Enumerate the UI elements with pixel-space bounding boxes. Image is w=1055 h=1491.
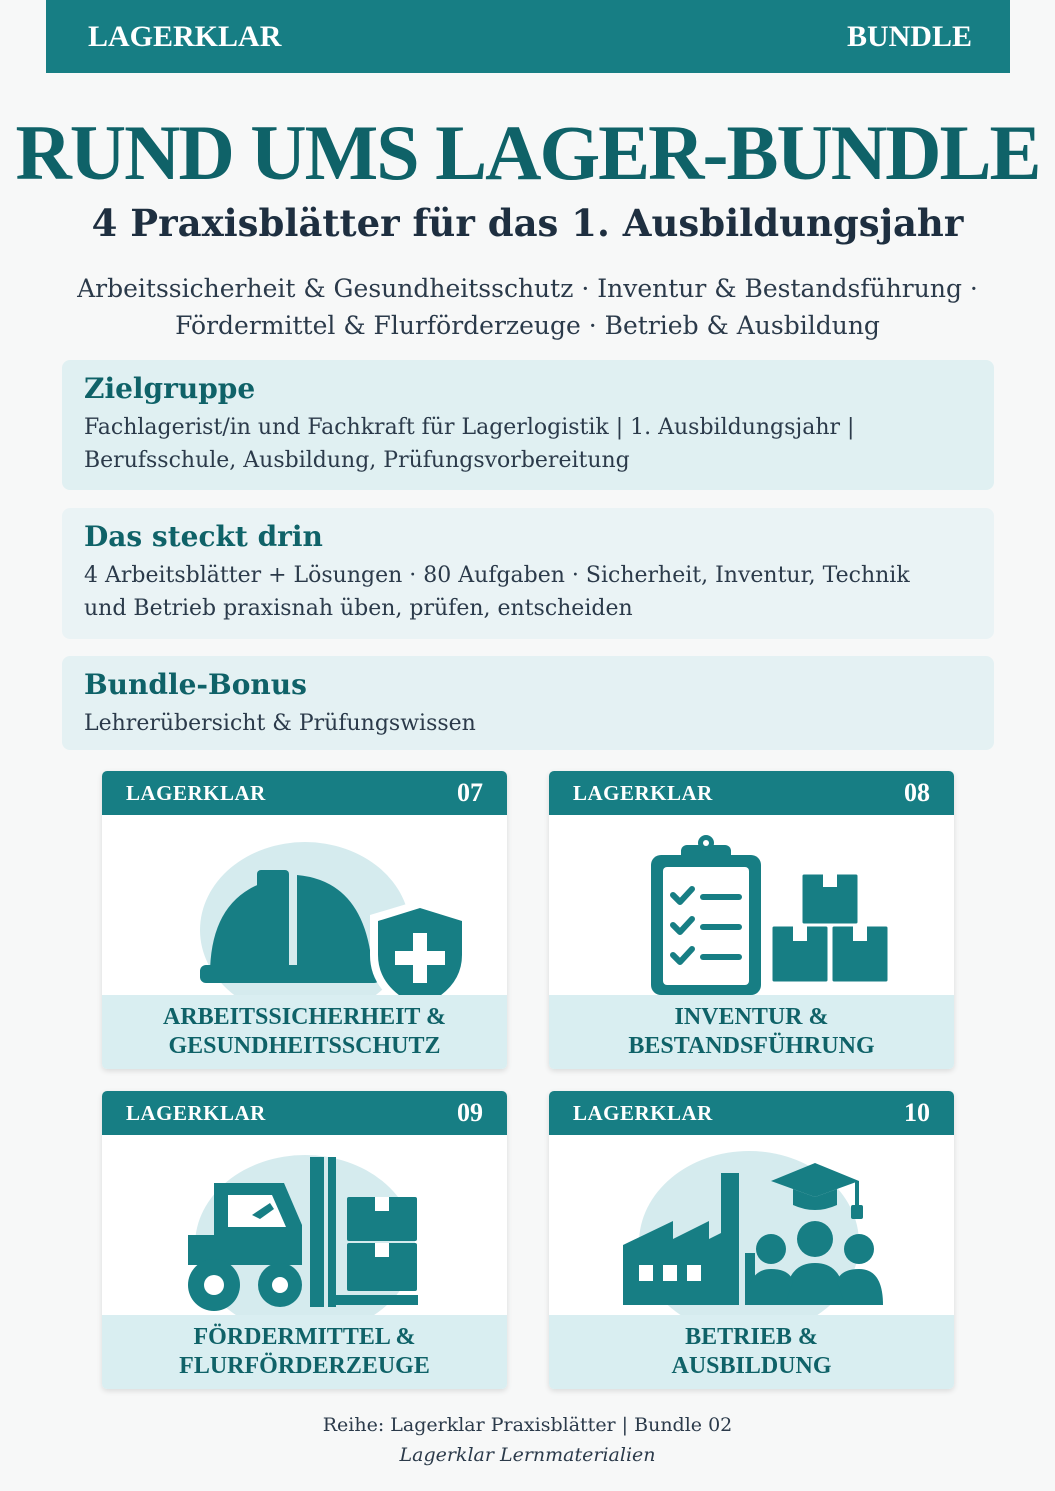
card-title: [549, 1315, 954, 1389]
card-title-line: FLURFÖRDERZEUGE: [179, 1353, 430, 1379]
clipboard-boxes-icon: [549, 815, 954, 995]
top-banner: [46, 0, 1010, 73]
contents-box: [62, 508, 994, 639]
card-title: [549, 995, 954, 1069]
box-text: Fachlagerist/in und Fachkraft für Lagerlogistik | 1. Ausbildungsjahr |: [84, 415, 855, 440]
worksheet-card-07: [102, 771, 507, 1069]
box-text: und Betrieb praxisnah üben, prüfen, entscheiden: [84, 596, 633, 621]
brand-label: LAGERKLAR: [88, 19, 282, 53]
topic-line: Fördermittel & Flurförderzeuge · Betrieb & Ausbildung: [175, 311, 880, 340]
card-header: [102, 771, 507, 815]
hardhat-shield-icon: [102, 815, 507, 995]
card-header: [549, 1091, 954, 1135]
card-title-line: BETRIEB &: [685, 1324, 818, 1350]
card-title-line: FÖRDERMITTEL &: [193, 1324, 416, 1350]
target-group-box: [62, 360, 994, 490]
forklift-icon: [102, 1135, 507, 1315]
topic-list: [0, 270, 1055, 344]
page-title: RUND UMS LAGER-BUNDLE: [15, 109, 1040, 196]
card-title-line: BESTANDSFÜHRUNG: [628, 1033, 875, 1059]
worksheet-card-09: [102, 1091, 507, 1389]
factory-graduates-icon: [549, 1135, 954, 1315]
card-title: [102, 995, 507, 1069]
bundle-tag: BUNDLE: [846, 19, 972, 53]
card-brand: LAGERKLAR: [126, 780, 266, 805]
box-text: Berufsschule, Ausbildung, Prüfungsvorbereitung: [84, 448, 630, 473]
worksheet-card-08: [549, 771, 954, 1069]
card-number: 07: [457, 778, 483, 807]
box-text: Lehrerübersicht & Prüfungswissen: [84, 711, 476, 736]
card-brand: LAGERKLAR: [573, 780, 713, 805]
topic-line: Arbeitssicherheit & Gesundheitsschutz · Inventur & Bestandsführung ·: [77, 274, 978, 303]
page-subtitle: 4 Praxisblätter für das 1. Ausbildungsjahr: [91, 201, 964, 245]
card-number: 08: [904, 778, 930, 807]
box-heading: Bundle-Bonus: [84, 668, 307, 701]
card-header: [102, 1091, 507, 1135]
card-brand: LAGERKLAR: [126, 1100, 266, 1125]
card-title-line: ARBEITSSICHERHEIT &: [163, 1004, 446, 1030]
card-number: 09: [457, 1098, 483, 1127]
card-header: [549, 771, 954, 815]
card-brand: LAGERKLAR: [573, 1100, 713, 1125]
series-info: Reihe: Lagerklar Praxisblätter | Bundle 02: [322, 1414, 733, 1436]
worksheet-card-10: [549, 1091, 954, 1389]
publisher-name: Lagerklar Lernmaterialien: [399, 1444, 656, 1466]
card-title-line: INVENTUR &: [674, 1004, 829, 1030]
card-number: 10: [904, 1098, 930, 1127]
card-title: [102, 1315, 507, 1389]
box-heading: Zielgruppe: [84, 372, 256, 405]
box-heading: Das steckt drin: [84, 520, 323, 553]
card-title-line: GESUNDHEITSSCHUTZ: [168, 1033, 441, 1059]
card-title-line: AUSBILDUNG: [671, 1353, 832, 1379]
box-text: 4 Arbeitsblätter + Lösungen · 80 Aufgaben · Sicherheit, Inventur, Technik: [84, 563, 910, 588]
bonus-box: [62, 656, 994, 750]
